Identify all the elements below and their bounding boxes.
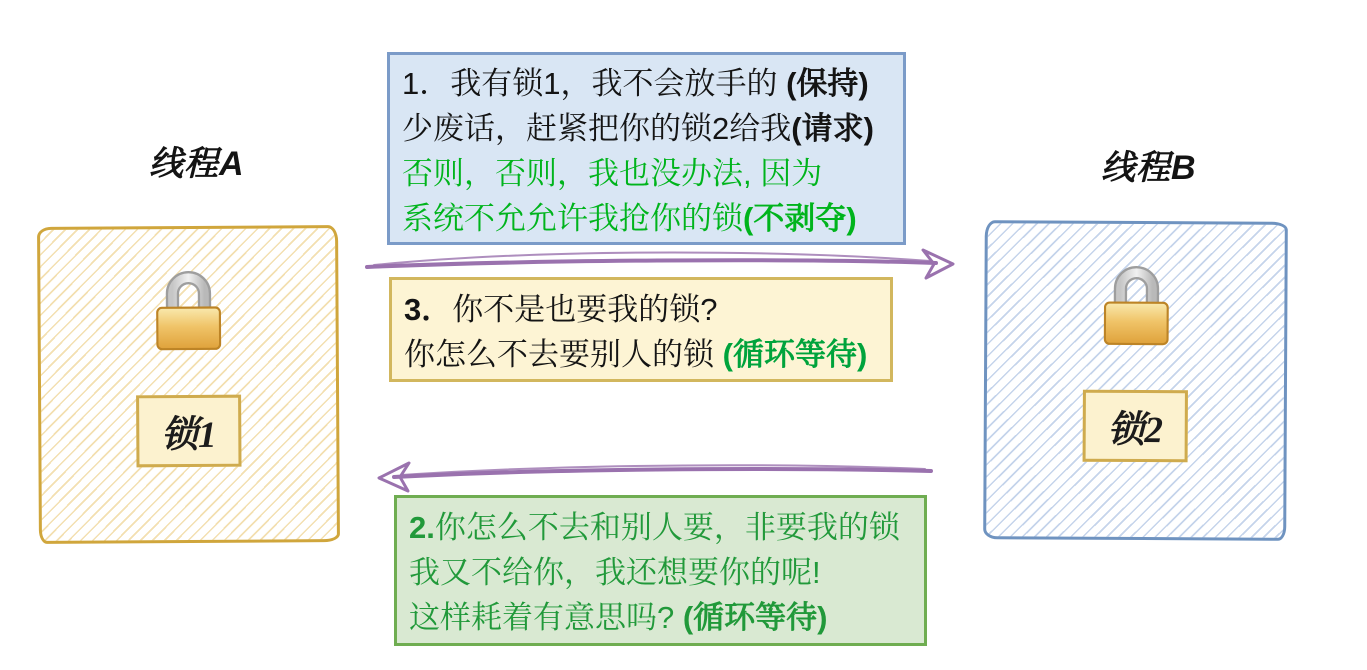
msg2-line2-text: 我又不给你，我还想要你的呢! [409,555,821,590]
msg1-line4-keyword: (不剥夺) [743,201,857,236]
thread-b-box [983,220,1288,541]
msg1-line1-text: 1．我有锁1，我不会放手的 [402,66,787,101]
thread-a-title: 线程A [149,145,245,183]
message-line [404,287,878,332]
message-3-box [389,277,893,382]
arrow-a-to-b-icon [367,250,953,278]
message-line [402,196,891,241]
lock-icon [1093,260,1179,348]
message-line [409,595,912,640]
thread-a-box [37,225,340,544]
msg1-line2-text: 少废话，赶紧把你的锁2给我 [402,111,792,146]
message-line [409,505,912,550]
lock-1-tag: 锁1 [136,395,241,468]
thread-b-title: 线程B [1101,149,1197,187]
msg1-line4-text: 系统不允允许我抢你的锁 [402,201,743,236]
message-line [402,106,891,151]
msg3-line1-text: 你不是也要我的锁? [452,292,718,327]
msg2-line3-keyword: (循环等待) [682,600,828,635]
msg3-line2-keyword: (循环等待) [722,337,868,372]
message-2-box [394,495,927,646]
msg2-line1-text: 你怎么不去和别人要，非要我的锁 [434,510,900,545]
msg1-line3-text: 否则，否则，我也没办法, 因为 [402,156,823,191]
arrow-b-to-a-icon [379,463,931,491]
msg3-line2-text: 你怎么不去要别人的锁 [404,337,723,372]
message-line [402,151,891,196]
msg2-line1-number: 2. [409,510,435,545]
msg3-line1-number: 3． [404,292,453,327]
message-line [409,550,912,595]
message-line [404,332,878,377]
message-line [402,61,891,106]
msg1-line1-keyword: (保持) [786,66,869,101]
msg2-line3-text: 这样耗着有意思吗? [409,600,683,635]
message-1-box [387,52,906,245]
lock-2-tag: 锁2 [1083,390,1188,463]
lock-icon [145,265,232,354]
msg1-line2-keyword: (请求) [791,111,874,146]
